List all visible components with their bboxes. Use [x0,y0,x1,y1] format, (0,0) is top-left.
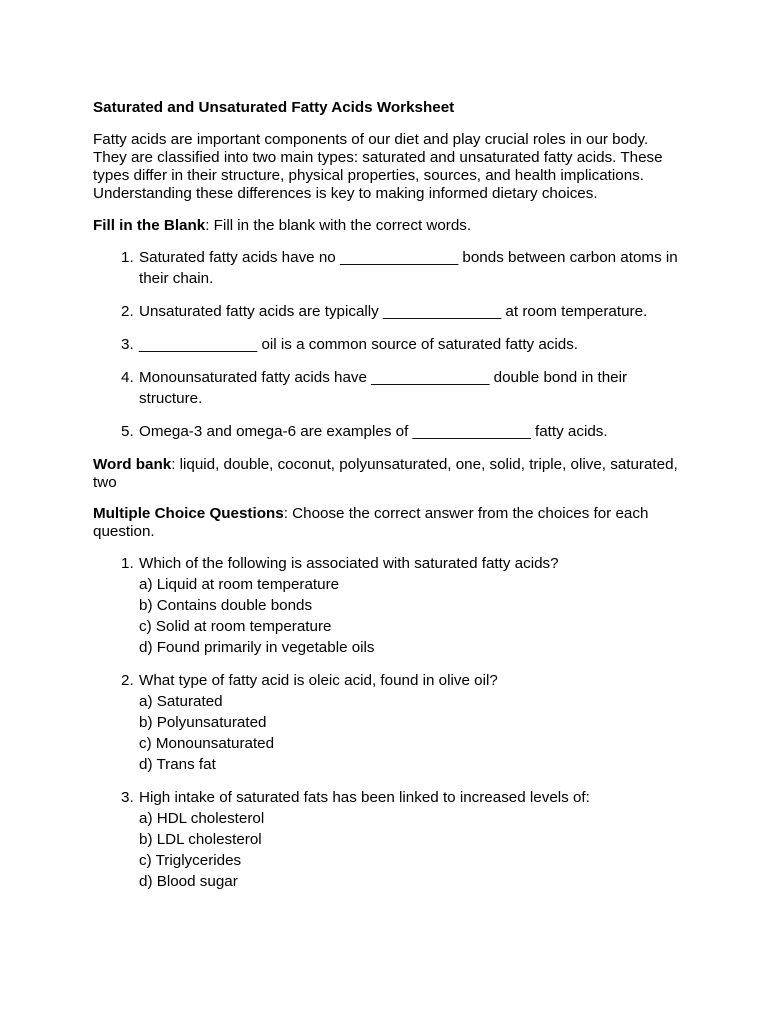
answer-choice: d) Found primarily in vegetable oils [139,639,375,656]
list-item [93,334,678,355]
item-text: Unsaturated fatty acids are typically ______________ at room temperature. [139,303,648,320]
fill-in-blank-list [93,247,678,442]
question-text: What type of fatty acid is oleic acid, found in olive oil? [139,672,498,689]
word-bank [93,456,678,492]
question-number: 2. [121,672,134,689]
intro-paragraph: Fatty acids are important components of our diet and play crucial roles in our body. They are classified into two main types: saturated and unsaturated fatty acids. These types differ in their structure, physical properties, sources, and health implications. Understanding these differences is key to making informed dietary choices. [93,131,663,202]
item-number: 2. [121,303,134,320]
item-text: Omega-3 and omega-6 are examples of ______________ fatty acids. [139,423,608,440]
question-number: 3. [121,789,134,806]
answer-choice: a) Saturated [139,693,223,710]
question-number: 1. [121,555,134,572]
answer-choice: c) Triglycerides [139,852,242,869]
list-item [93,367,678,409]
item-text: ______________ oil is a common source of saturated fatty acids. [139,336,579,353]
item-number: 3. [121,336,134,353]
answer-choice: b) Polyunsaturated [139,714,267,731]
answer-choice: d) Trans fat [139,756,216,773]
item-text: Saturated fatty acids have no ______________ bonds between carbon atoms in their chain. [139,249,678,287]
list-item [93,421,678,442]
item-number: 1. [121,249,134,266]
question-text: High intake of saturated fats has been linked to increased levels of: [139,789,590,806]
worksheet-page [93,99,678,904]
list-item [93,301,678,322]
list-item [93,787,678,892]
answer-choice: a) HDL cholesterol [139,810,265,827]
word-bank-words: : liquid, double, coconut, polyunsaturated, one, solid, triple, olive, saturated, two [93,456,678,491]
question-text: Which of the following is associated with saturated fatty acids? [139,555,559,572]
answer-choice: b) Contains double bonds [139,597,313,614]
answer-choice: c) Monounsaturated [139,735,275,752]
item-text: Monounsaturated fatty acids have ______________ double bond in their structure. [139,369,628,407]
item-number: 5. [121,423,134,440]
answer-choice: d) Blood sugar [139,873,238,890]
word-bank-title: Word bank [93,456,172,473]
answer-choice: a) Liquid at room temperature [139,576,340,593]
answer-choice: c) Solid at room temperature [139,618,332,635]
worksheet-title: Saturated and Unsaturated Fatty Acids Worksheet [93,99,455,116]
fill-in-blank-instruction: : Fill in the blank with the correct words. [205,217,472,234]
answer-choice: b) LDL cholesterol [139,831,262,848]
multiple-choice-instruction: : Choose the correct answer from the choices for each question. [93,505,649,540]
multiple-choice-title: Multiple Choice Questions [93,505,284,522]
list-item [93,247,678,289]
fill-in-blank-heading [93,217,678,235]
list-item [93,553,678,658]
item-number: 4. [121,369,134,386]
multiple-choice-list [93,553,678,892]
list-item [93,670,678,775]
fill-in-blank-title: Fill in the Blank [93,217,206,234]
multiple-choice-heading [93,505,678,541]
